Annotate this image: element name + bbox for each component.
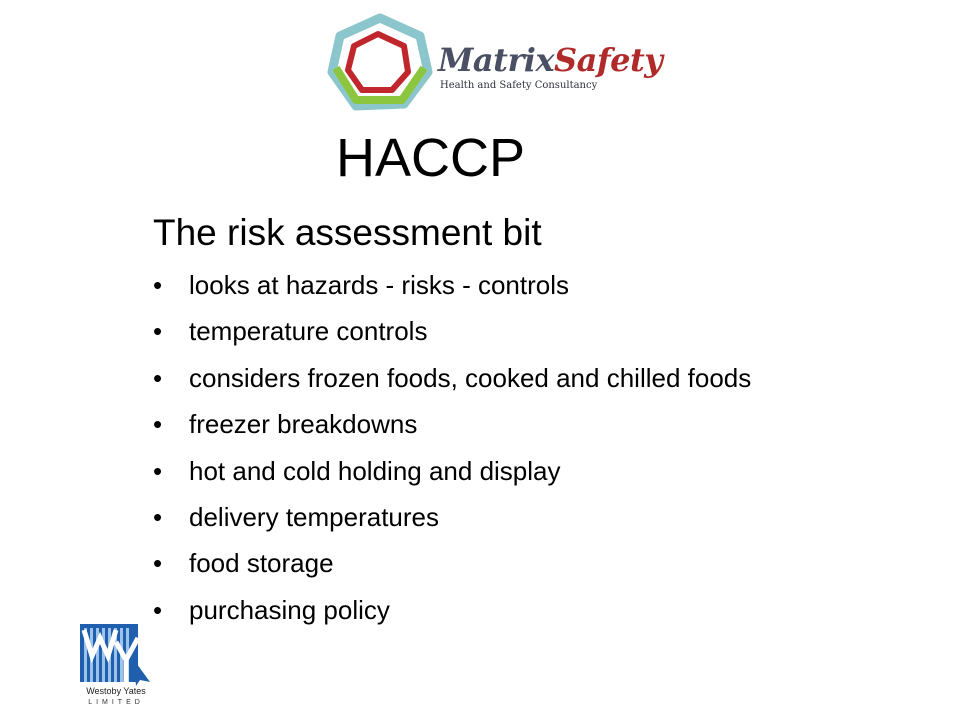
westoby-yates-limited: LIMITED <box>88 699 144 706</box>
westoby-yates-logo-icon <box>76 620 156 686</box>
bullet-text: purchasing policy <box>189 594 390 625</box>
bullet-dot: • <box>153 548 163 579</box>
bullet-text: delivery temperatures <box>189 501 439 532</box>
logo-brand-name <box>438 42 662 78</box>
bullet-dot: • <box>153 362 163 393</box>
westoby-yates-logo <box>76 620 156 712</box>
westoby-yates-name: Westoby Yates <box>86 686 146 696</box>
bullet-text: hot and cold holding and display <box>189 455 561 486</box>
matrix-safety-logo <box>322 12 663 112</box>
slide-title: HACCP <box>336 128 526 188</box>
bullet-text: freezer breakdowns <box>189 409 418 440</box>
bullet-dot: • <box>153 270 163 300</box>
logo-tagline: Health and Safety Consultancy <box>440 80 598 91</box>
bullet-dot: • <box>153 501 163 532</box>
bullet-text: considers frozen foods, cooked and chilled foods <box>189 362 752 393</box>
bullet-text: looks at hazards - risks - controls <box>189 270 570 300</box>
slide-subtitle: The risk assessment bit <box>153 212 542 253</box>
bullet-dot: • <box>153 455 163 486</box>
bullet-text: temperature controls <box>189 316 428 347</box>
bullet-dot: • <box>153 594 163 625</box>
bullet-text: food storage <box>189 548 334 579</box>
bullet-dot: • <box>153 316 163 347</box>
hexagon-logo-icon <box>322 12 438 112</box>
bullet-dot: • <box>153 409 163 440</box>
logo-brand-part1: Matrix <box>438 41 555 79</box>
logo-brand-part2: Safety <box>554 41 663 79</box>
